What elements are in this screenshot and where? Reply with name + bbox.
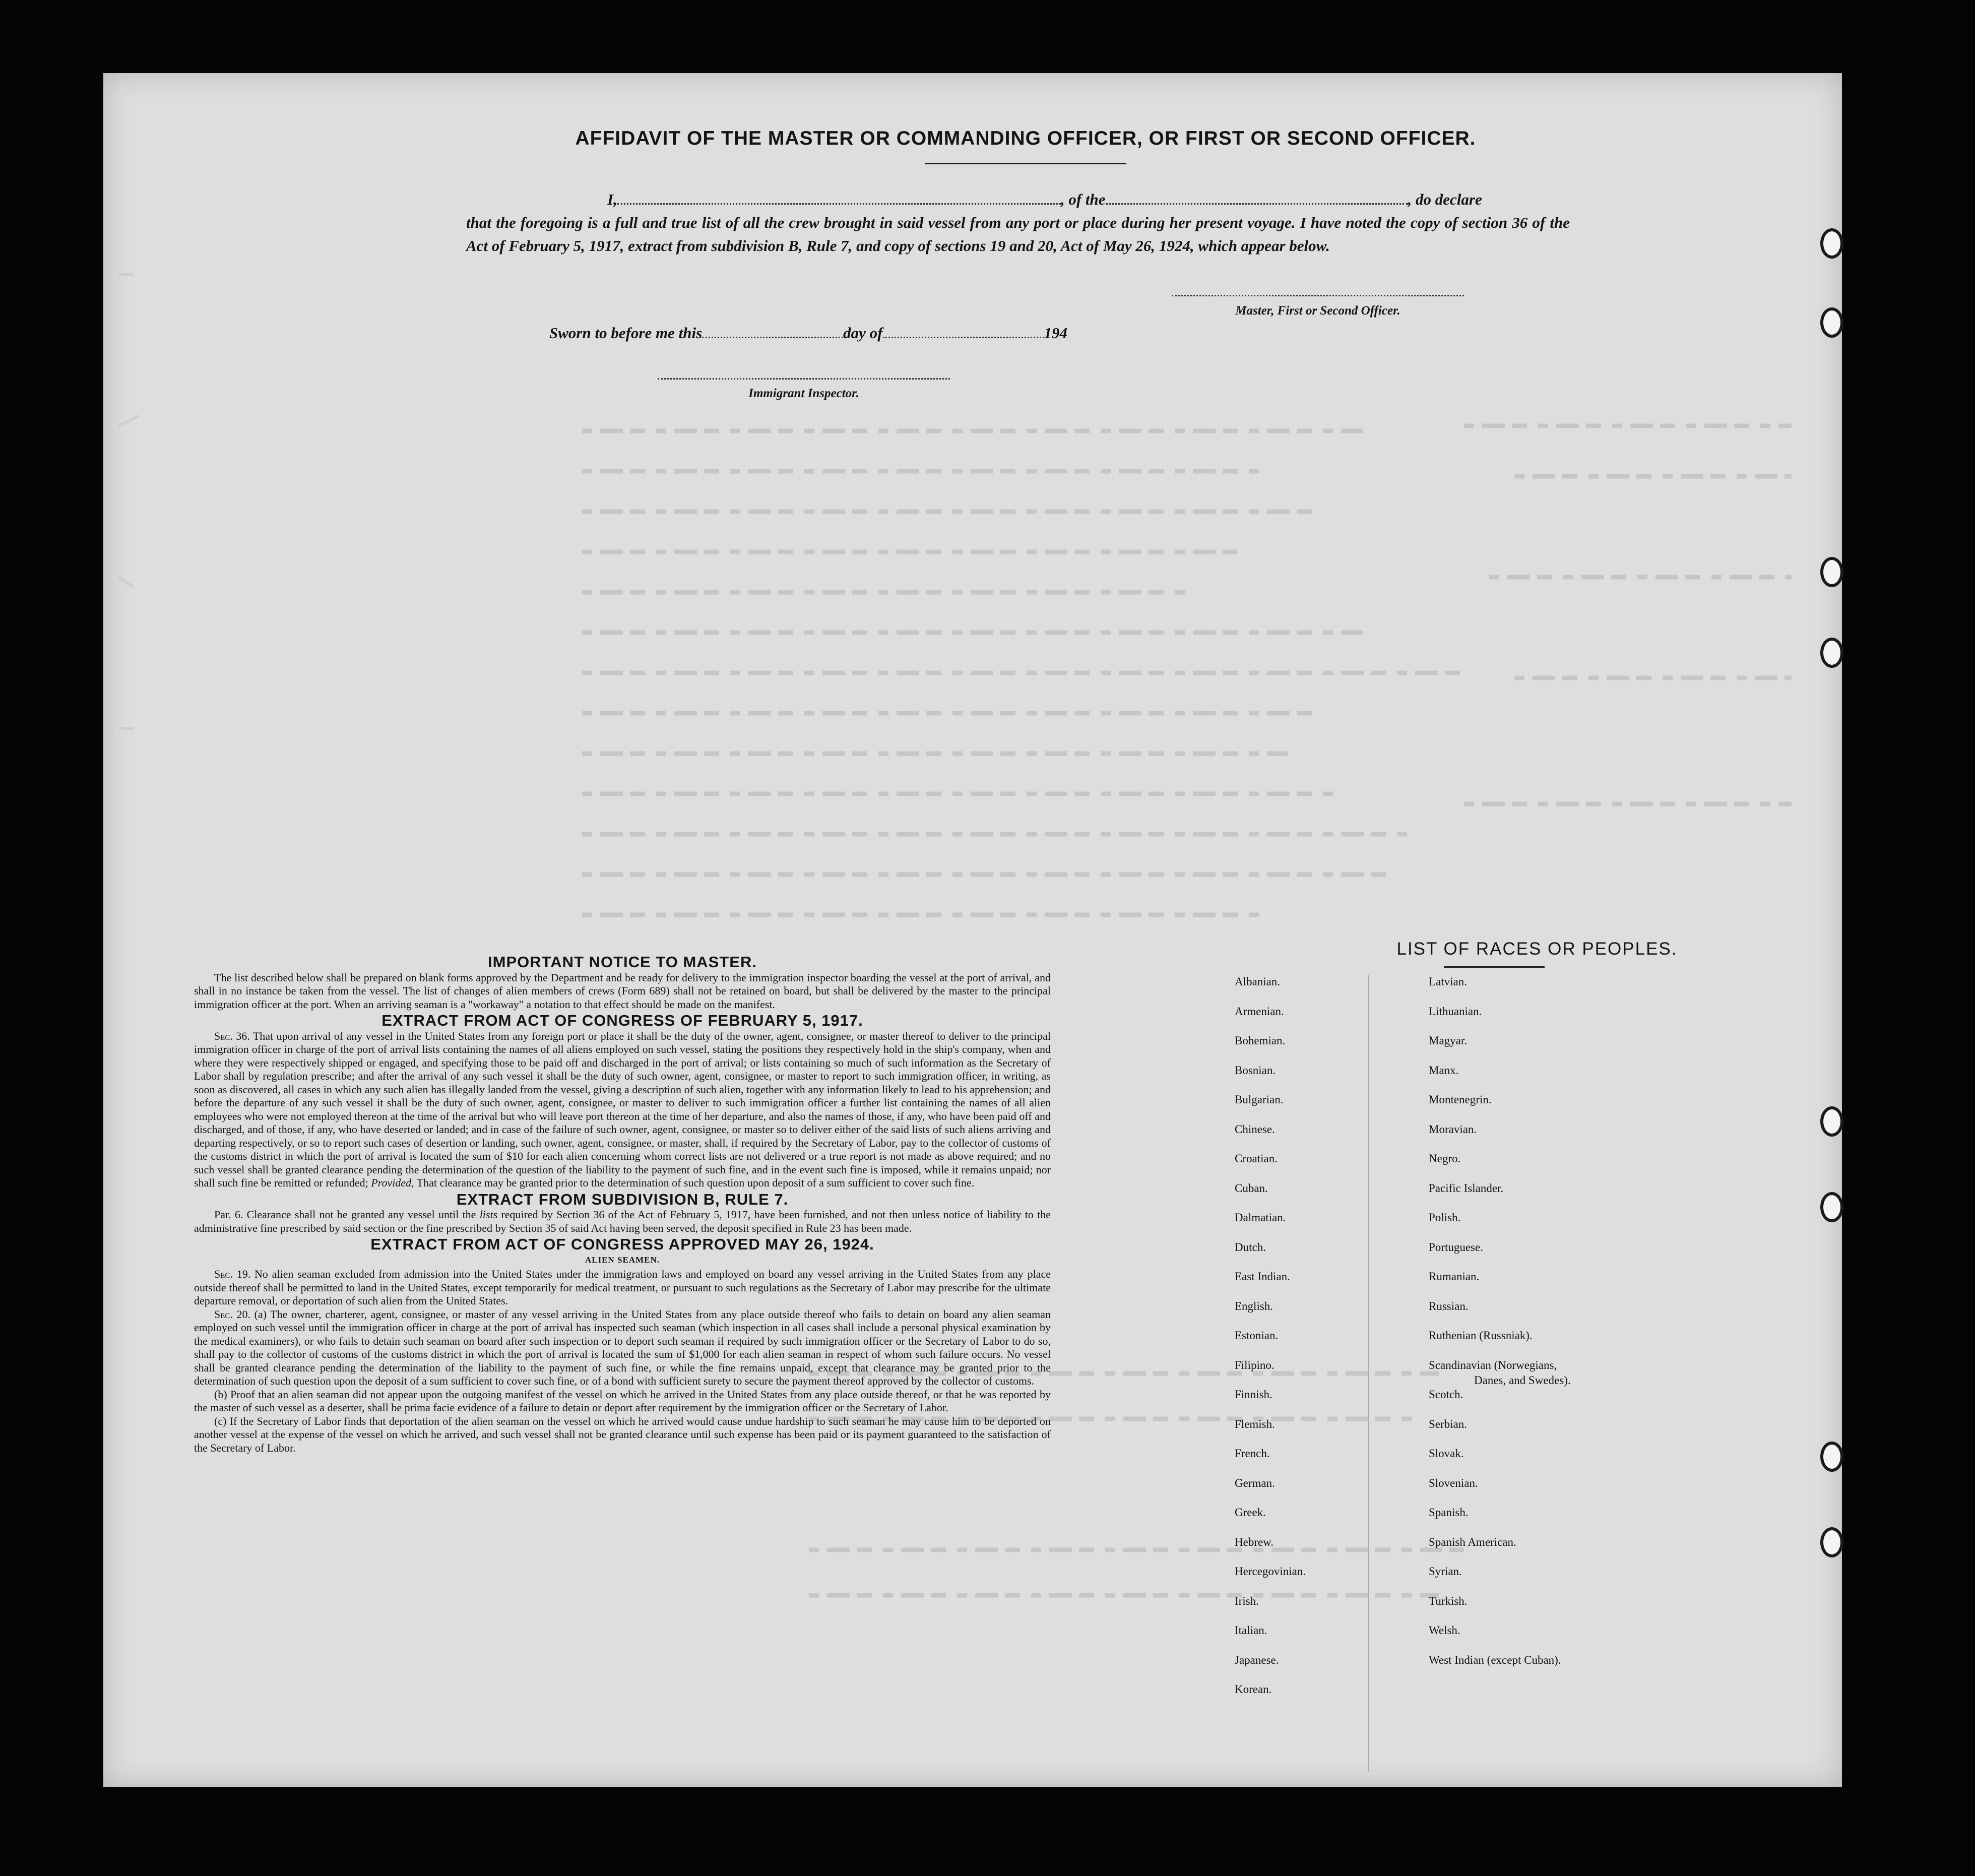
race-item: Pacific Islander. — [1429, 1181, 1504, 1195]
provided-word: Provided, — [371, 1176, 414, 1189]
year-label: 194 — [1044, 324, 1067, 342]
race-item: Bosnian. — [1235, 1064, 1276, 1077]
race-item: Armenian. — [1235, 1005, 1284, 1018]
binder-hole — [1820, 557, 1843, 587]
race-item: English. — [1235, 1299, 1273, 1312]
extract-1917-heading: EXTRACT FROM ACT OF CONGRESS OF FEBRUARY 5, 1917. — [381, 1012, 863, 1029]
race-item: Polish. — [1429, 1211, 1461, 1224]
race-item: East Indian. — [1235, 1270, 1290, 1283]
sec-20-label: Sec. 20. — [214, 1307, 251, 1321]
race-item: Flemish. — [1235, 1417, 1275, 1430]
race-item: Lithuanian. — [1429, 1005, 1482, 1018]
binder-hole — [1820, 1106, 1843, 1137]
race-item: Latvian. — [1429, 975, 1467, 988]
sec-36-label: Sec. 36. — [214, 1029, 250, 1042]
race-item: Bulgarian. — [1235, 1093, 1284, 1106]
race-item: Filipino. — [1235, 1358, 1275, 1371]
race-item: Rumanian. — [1429, 1270, 1480, 1283]
race-item: Ruthenian (Russniak). — [1429, 1329, 1533, 1342]
section-36-paragraph — [194, 1030, 1051, 1190]
inspector-signature-line[interactable] — [658, 378, 950, 380]
i-label: I, — [607, 191, 617, 208]
race-item: Italian. — [1235, 1624, 1267, 1637]
affidavit-statement: that the foregoing is a full and true list of all the crew brought in said vessel from any port or place during her present voyage. I have noted the copy of section 36 of the Act of February 5, 1917, extract from subdivision B, Rule 7, and copy of sections 19 and 20, Act of May 26, 1924, which appear below. — [466, 214, 1570, 255]
inspector-label: Immigrant Inspector. — [748, 387, 859, 400]
binder-hole — [1820, 228, 1843, 259]
race-item: Portuguese. — [1429, 1240, 1483, 1254]
race-item: Scotch. — [1429, 1388, 1463, 1401]
notice-text: The list described below shall be prepared on blank forms approved by the Department and be ready for delivery to the immigration inspector boarding the vessel at the port of arrival, and shall in no instance be taken from the vessel. The list of changes of alien members of crews (Form 689) shall not be retained on board, but shall be delivered by the master to the principal immigration officer at the port. When an arriving seaman is a "workaway" a notation to that effect should be made on the manifest. — [194, 971, 1051, 1011]
section-20b-paragraph: (b) Proof that an alien seaman did not appear upon the outgoing manifest of the vessel on which he arrived in the United States from any place outside thereof, or that he was reported by the master of such vessel as a deserter, shall be prima facie evidence of a failure to detain or deport after requirement by the immigration officer or the Secretary of Labor. — [194, 1388, 1051, 1414]
title-underline — [925, 163, 1126, 164]
race-item: Dalmatian. — [1235, 1211, 1286, 1224]
sworn-month-blank[interactable] — [883, 326, 1044, 338]
of-the-label: , of the — [1060, 191, 1106, 208]
sec-19-text: No alien seaman excluded from admission into the United States under the immigration laws and employed on board any vessel arriving in the United States from any place outside thereof shall be permitted to land in the United States, except temporarily for medical treatment, or pursuant to such regulations as the Secretary of Labor may prescribe for the ultimate departure removal, or deportation of such alien from the United States. — [194, 1268, 1051, 1307]
race-item: Bohemian. — [1235, 1034, 1286, 1047]
race-item: German. — [1235, 1476, 1275, 1489]
alien-seamen-subheading: ALIEN SEAMEN. — [585, 1255, 660, 1265]
par-6-text-b: required by Section 36 of the Act of February 5, 1917, have been furnished, and not then unless notice of liability to the administrative fine prescribed by said section or the fine prescribed by Section 35 of said Act having been served, the deposit specified in Rule 23 has been made. — [194, 1208, 1051, 1234]
subdivision-heading: EXTRACT FROM SUBDIVISION B, RULE 7. — [456, 1190, 789, 1208]
signature-label: Master, First or Second Officer. — [1235, 304, 1400, 318]
sworn-label: Sworn to before me this — [549, 324, 703, 342]
par-6-paragraph — [194, 1208, 1051, 1235]
notice-column — [194, 953, 1051, 1455]
binder-hole — [1820, 1442, 1843, 1472]
sworn-line — [549, 324, 1255, 342]
section-20a-paragraph — [194, 1308, 1051, 1388]
race-item: Slovak. — [1429, 1447, 1464, 1460]
binder-hole — [1820, 1527, 1843, 1557]
declaration-line — [466, 188, 1570, 211]
races-title: LIST OF RACES OR PEOPLES. — [1396, 939, 1678, 959]
race-item: Scandinavian (Norwegians, — [1429, 1358, 1557, 1371]
race-item: Spanish American. — [1429, 1535, 1516, 1548]
races-title-underline — [1444, 966, 1545, 968]
race-item: Welsh. — [1429, 1624, 1460, 1637]
notice-heading: IMPORTANT NOTICE TO MASTER. — [488, 953, 757, 971]
signature-line[interactable] — [1172, 295, 1464, 296]
sec-36-text-end: That clearance may be granted prior to the determination of such question upon deposit of a sum sufficient to cover such fine. — [416, 1176, 975, 1189]
binder-hole — [1820, 307, 1843, 338]
race-item: Japanese. — [1235, 1653, 1279, 1666]
sec-19-label: Sec. 19. — [214, 1268, 251, 1280]
section-19-paragraph — [194, 1268, 1051, 1308]
race-item: Russian. — [1429, 1299, 1469, 1312]
race-item: Negro. — [1429, 1152, 1461, 1165]
race-item: Dutch. — [1235, 1240, 1266, 1254]
sec-20a-text: (a) The owner, charterer, agent, consignee, or master of any vessel arriving in the United States from any place outside thereof who fails to detain on board any alien seaman employed on such vessel until the immigration officer in charge at the port of arrival has inspected such seaman (which inspection in all cases shall include a personal physical examination by the medical examiners), or who fails to detain such seaman on board after such inspection or to deport such seaman if required by such immigration officer or the Secretary of Labor to do so, shall pay to the collector of customs of the customs district in which the port of arrival is located the sum of $1,000 for each alien seaman in respect of whom such failure occurs. No vessel shall be granted clearance pending the determination of the liability to the payment of such fine, or while the fine remains unpaid, except that clearance may be granted prior to the determination of such question upon the deposit of a sum sufficient to cover such fine, or of a bond with sufficient surety to secure the payment thereof approved by the collector of customs. — [194, 1307, 1051, 1387]
race-item: Serbian. — [1429, 1417, 1468, 1430]
name-blank[interactable] — [617, 192, 1061, 205]
race-item: Danes, and Swedes). — [1474, 1373, 1571, 1387]
race-item: Chinese. — [1235, 1122, 1275, 1136]
race-item: Albanian. — [1235, 975, 1281, 988]
sec-36-text: That upon arrival of any vessel in the United States from any foreign port or place it shall be the duty of the owner, agent, consignee, or master thereof to deliver to the principal immigration officer in charge of the port of arrival lists containing the names of all aliens employed on such vessel, stating the positions they respectively hold in the ship's company, when and where they were respectively shipped or engaged, and specifying those to be paid off and discharged in the port of arrival; or lists containing so much of such information as the Secretary of Labor shall by regulation prescribe; and after the arrival of any such vessel it shall be the duty of such owner, agent, consignee, or master to report to such immigration officer, in writing, as soon as discovered, all cases in which any such alien has illegally landed from the vessel, giving a description of such alien, together with any information likely to lead to his apprehension; and before the departure of any such vessel it shall be the duty of such owner, agent, consignee, or master to deliver to such immigration officer a further list containing the names of all alien employees who were not employed thereon at the time of the arrival but who will leave port thereon at the time of her departure, and also the names of those, if any, who have been paid off and discharged, and of those, if any, who have deserted or landed; and in case of the failure of such owner, agent, consignee, or master so to deliver either of the said lists of such aliens arriving and departing respectively, or so to report such cases of desertion or landing, such owner, agent, consignee, or master, shall, if required by the Secretary of Labor, pay to the collector of customs of the customs district in which the port of arrival is located the sum of $10 for each alien concerning whom correct lists are not delivered or a true report is not made as above required; and no such vessel shall be granted clearance pending the determination of the question of the liability to the payment of such fine, and in the event such fine is imposed, while it remains unpaid; nor shall such fine be remitted or refunded; — [194, 1029, 1051, 1189]
race-item: Manx. — [1429, 1064, 1459, 1077]
day-of-label: day of — [843, 324, 883, 342]
par-6-label: Par. 6. — [214, 1208, 243, 1221]
race-item: Magyar. — [1429, 1034, 1468, 1047]
par-6-text-a: Clearance shall not be granted any vessel until the — [246, 1208, 476, 1221]
document-page — [103, 73, 1842, 1787]
race-item: Hebrew. — [1235, 1535, 1274, 1548]
binder-hole — [1820, 1192, 1843, 1222]
race-item: Montenegrin. — [1429, 1093, 1492, 1106]
race-item: Moravian. — [1429, 1122, 1477, 1136]
section-20c-paragraph: (c) If the Secretary of Labor finds that deportation of the alien seaman on the vessel on which he arrived would cause undue hardship to such seaman he may cause him to be deported on another vessel at the expense of the vessel on which he arrived, and such vessel shall not be granted clearance until such expense has been paid or its payment guaranteed to the satisfaction of the Secretary of Labor. — [194, 1414, 1051, 1454]
race-item: Turkish. — [1429, 1594, 1468, 1607]
race-item: Cuban. — [1235, 1181, 1268, 1195]
race-item: Estonian. — [1235, 1329, 1279, 1342]
vessel-blank[interactable] — [1106, 192, 1408, 205]
lists-word: lists — [479, 1208, 498, 1221]
race-item: Spanish. — [1429, 1506, 1469, 1519]
race-item: West Indian (except Cuban). — [1429, 1653, 1561, 1666]
race-item: Finnish. — [1235, 1388, 1272, 1401]
race-item: Croatian. — [1235, 1152, 1278, 1165]
race-item: Greek. — [1235, 1506, 1266, 1519]
race-item: Syrian. — [1429, 1565, 1462, 1578]
sworn-day-blank[interactable] — [702, 326, 843, 338]
race-item: Korean. — [1235, 1683, 1272, 1696]
race-item: French. — [1235, 1447, 1270, 1460]
race-item: Slovenian. — [1429, 1476, 1478, 1489]
affidavit-body — [466, 188, 1570, 258]
race-item: Irish. — [1235, 1594, 1259, 1607]
affidavit-title: AFFIDAVIT OF THE MASTER OR COMMANDING OFFICER, OR FIRST OR SECOND OFFICER. — [575, 128, 1476, 149]
race-item: Hercegovinian. — [1235, 1565, 1306, 1578]
do-declare-label: , do declare — [1408, 191, 1482, 208]
races-column-divider — [1368, 975, 1369, 1772]
extract-1924-heading: EXTRACT FROM ACT OF CONGRESS APPROVED MAY 26, 1924. — [370, 1235, 874, 1253]
binder-hole — [1820, 638, 1843, 668]
